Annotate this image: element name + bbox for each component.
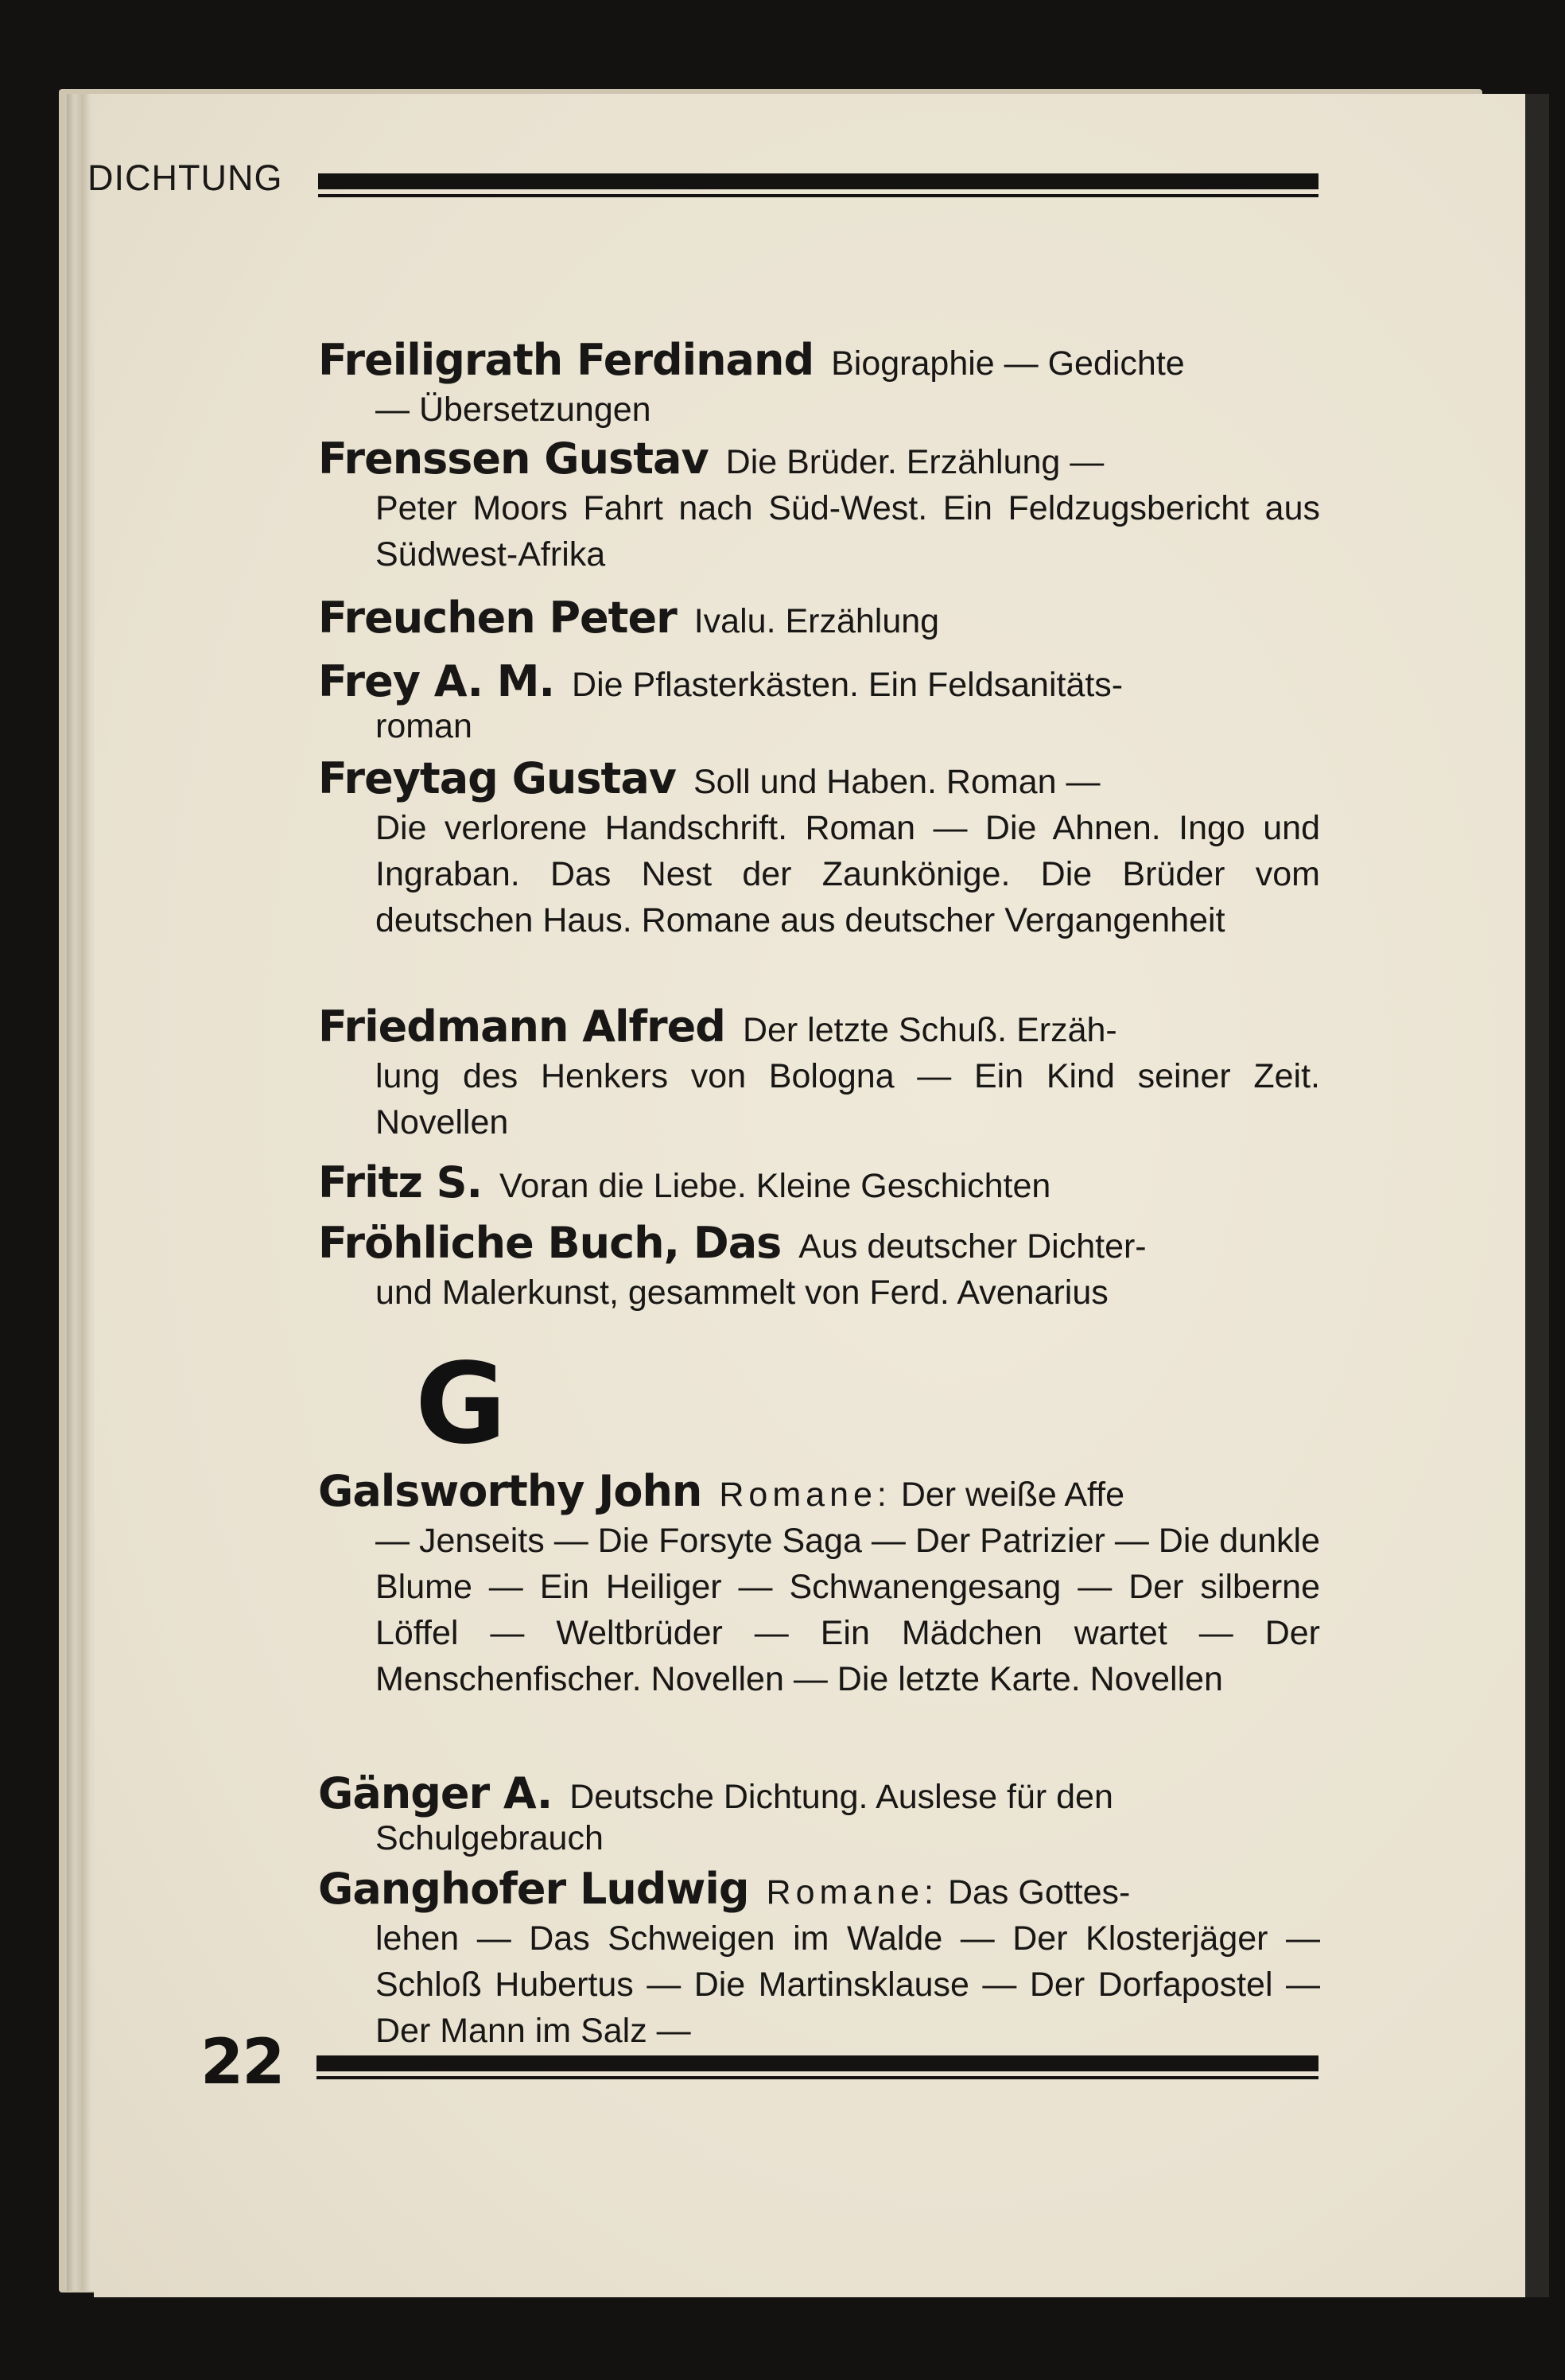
entry — [318, 1866, 1320, 2054]
entry-author: Freuchen Peter — [318, 593, 677, 643]
page-number: 22 — [200, 2027, 284, 2098]
entry-text-first: Aus deutscher Dichter- — [798, 1227, 1147, 1266]
header-rule-thin — [318, 194, 1318, 197]
entry-author: Freytag Gustav — [318, 753, 676, 803]
entry-text-first: Soll und Haben. Roman — — [693, 763, 1101, 801]
entry-text-rest: lehen — Das Schweigen im Walde — Der Klosterjäger — Schloß Hubertus — Die Martinsklause — Der Dorfapostel — Der Mann im Salz — — [375, 1919, 1320, 2050]
entry-text-first: Ivalu. Erzählung — [693, 602, 940, 640]
entry-spaced-label: Romane: — [766, 1873, 938, 1911]
entry-text-first: Der weiße Affe — [900, 1476, 1125, 1514]
entry-text-first: Deutsche Dichtung. Auslese für den — [569, 1778, 1113, 1816]
entry — [318, 1768, 1320, 1861]
entry-text-rest: — Jenseits — Die Forsyte Saga — Der Patrizier — Die dunkle Blume — Ein Heiliger — Schwanengesang — Der silberne Löffel — Weltbrüder — Ein Mädchen wartet — Der Menschenfischer. Novellen — Die letzte Karte. Novellen — [375, 1522, 1320, 1698]
entry-text-first: Die Brüder. Erzählung — — [725, 443, 1105, 481]
entry-text-first: Voran die Liebe. Kleine Geschichten — [499, 1167, 1051, 1205]
entry — [318, 656, 1320, 749]
header-rule — [318, 173, 1318, 189]
entry — [318, 1468, 1320, 1702]
entry-text-first: Das Gottes- — [947, 1873, 1131, 1911]
entry — [318, 436, 1320, 578]
section-header: DICHTUNG — [87, 158, 283, 198]
entry-author: Ganghofer Ludwig — [318, 1864, 749, 1914]
entry-text-rest: lung des Henkers von Bologna — Ein Kind seiner Zeit. Novellen — [375, 1057, 1320, 1141]
entry-author: Frey A. M. — [318, 656, 555, 706]
entry-text-rest: und Malerkunst, gesammelt von Ferd. Avenarius — [375, 1274, 1109, 1312]
entry-author: Frenssen Gustav — [318, 434, 709, 484]
footer-rule-thin — [316, 2076, 1318, 2079]
entry — [318, 1220, 1320, 1316]
entry-author: Gänger A. — [318, 1768, 553, 1818]
entry-spaced-label: Romane: — [719, 1476, 891, 1514]
entry-text-rest: Peter Moors Fahrt nach Süd-West. Ein Feldzugsbericht aus Südwest-Afrika — [375, 489, 1320, 574]
entry — [318, 753, 1320, 943]
entry-text-rest: — Übersetzungen — [375, 391, 651, 429]
entry-text-first: Biographie — Gedichte — [831, 344, 1185, 383]
entry-text-rest: Die verlorene Handschrift. Roman — Die Ahnen. Ingo und Ingraban. Das Nest der Zaunkönige. Die Brüder vom deutschen Haus. Romane aus deutscher Vergangenheit — [375, 809, 1320, 939]
entry-author: Freiligrath Ferdinand — [318, 335, 814, 385]
entry — [318, 1157, 1320, 1209]
entry-text-first: Die Pflasterkästen. Ein Feldsanitäts- — [572, 666, 1124, 704]
entry — [318, 337, 1320, 433]
entry-author: Fritz S. — [318, 1157, 483, 1208]
entry — [318, 1001, 1320, 1145]
section-letter: G — [415, 1340, 507, 1469]
binding-shadow — [1525, 94, 1549, 2297]
entry-text-first: Der letzte Schuß. Erzäh- — [742, 1011, 1117, 1049]
entry-author: Galsworthy John — [318, 1466, 702, 1516]
entry-text-rest: Schulgebrauch — [375, 1819, 604, 1857]
entry-author: Friedmann Alfred — [318, 1001, 725, 1052]
footer-rule — [316, 2055, 1318, 2071]
entry — [318, 595, 1320, 644]
entry-author: Fröhliche Buch, Das — [318, 1218, 782, 1268]
entry-text-rest: roman — [375, 707, 472, 745]
